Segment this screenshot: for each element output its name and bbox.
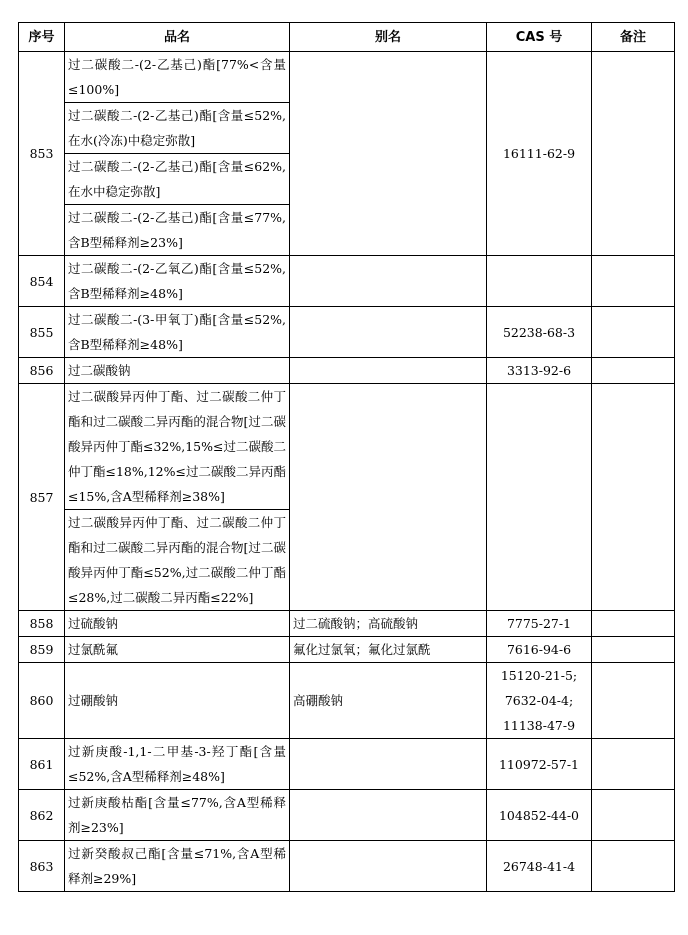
serial-number-cell: 857	[19, 384, 65, 611]
table-row	[19, 307, 675, 358]
remarks-cell	[592, 256, 675, 307]
serial-number-cell: 863	[19, 841, 65, 892]
product-name-cell: 过二碳酸钠	[65, 358, 290, 384]
table-row	[19, 384, 675, 510]
cas-number-cell: 104852-44-0	[487, 790, 592, 841]
cas-number-line: 11138-47-9	[502, 718, 576, 733]
serial-number-cell: 853	[19, 52, 65, 256]
product-name-cell: 过氯酰氟	[65, 637, 290, 663]
table-row	[19, 52, 675, 103]
alias-cell	[290, 841, 487, 892]
table-row	[19, 256, 675, 307]
serial-number-cell: 860	[19, 663, 65, 739]
remarks-cell	[592, 358, 675, 384]
alias-cell	[290, 384, 487, 611]
table-row	[19, 637, 675, 663]
product-name-cell: 过硫酸钠	[65, 611, 290, 637]
serial-number-cell: 858	[19, 611, 65, 637]
cas-number-line: 15120-21-5;	[500, 668, 578, 683]
remarks-cell	[592, 611, 675, 637]
remarks-cell	[592, 307, 675, 358]
product-name-cell: 过硼酸钠	[65, 663, 290, 739]
remarks-cell	[592, 637, 675, 663]
cas-number-cell: 52238-68-3	[487, 307, 592, 358]
product-name-cell: 过二碳酸二-(2-乙基己)酯[含量≤62%,在水中稳定弥散]	[65, 154, 290, 205]
alias-cell	[290, 790, 487, 841]
alias-cell	[290, 307, 487, 358]
cas-number-cell: 16111-62-9	[487, 52, 592, 256]
product-name-cell: 过二碳酸二-(2-乙基己)酯[含量≤52%,在水(冷冻)中稳定弥散]	[65, 103, 290, 154]
product-name-cell: 过二碳酸二-(2-乙基己)酯[77%<含量≤100%]	[65, 52, 290, 103]
document-page	[18, 22, 675, 892]
header-cas-number: CAS 号	[487, 23, 592, 52]
product-name-cell: 过新庚酸枯酯[含量≤77%,含A型稀释剂≥23%]	[65, 790, 290, 841]
cas-number-line: 7632-04-4;	[504, 693, 574, 708]
product-name-cell: 过二碳酸异丙仲丁酯、过二碳酸二仲丁酯和过二碳酸二异丙酯的混合物[过二碳酸异丙仲丁酯≤52%,过二碳酸二仲丁酯≤28%,过二碳酸二异丙酯≤22%]	[65, 510, 290, 611]
table-row	[19, 358, 675, 384]
remarks-cell	[592, 739, 675, 790]
remarks-cell	[592, 790, 675, 841]
product-name-cell: 过新庚酸-1,1-二甲基-3-羟丁酯[含量≤52%,含A型稀释剂≥48%]	[65, 739, 290, 790]
serial-number-cell: 862	[19, 790, 65, 841]
cas-number-cell: 26748-41-4	[487, 841, 592, 892]
alias-cell	[290, 739, 487, 790]
alias-cell	[290, 52, 487, 256]
product-name-cell: 过新癸酸叔己酯[含量≤71%,含A型稀释剂≥29%]	[65, 841, 290, 892]
product-name-cell: 过二碳酸二-(2-乙氧乙)酯[含量≤52%,含B型稀释剂≥48%]	[65, 256, 290, 307]
cas-number-cell: 7616-94-6	[487, 637, 592, 663]
remarks-cell	[592, 663, 675, 739]
cas-number-cell	[487, 384, 592, 611]
cas-number-cell	[487, 663, 592, 739]
remarks-cell	[592, 384, 675, 611]
cas-number-cell: 3313-92-6	[487, 358, 592, 384]
hazardous-chemicals-table	[18, 22, 675, 892]
header-alias: 别名	[290, 23, 487, 52]
alias-cell	[290, 256, 487, 307]
table-row	[19, 841, 675, 892]
alias-cell: 高硼酸钠	[290, 663, 487, 739]
remarks-cell	[592, 52, 675, 256]
alias-cell	[290, 358, 487, 384]
table-row	[19, 739, 675, 790]
table-row	[19, 611, 675, 637]
serial-number-cell: 855	[19, 307, 65, 358]
serial-number-cell: 856	[19, 358, 65, 384]
alias-cell: 过二硫酸钠；高硫酸钠	[290, 611, 487, 637]
cas-number-cell	[487, 256, 592, 307]
table-row	[19, 663, 675, 739]
cas-number-cell: 7775-27-1	[487, 611, 592, 637]
alias-cell: 氟化过氯氧；氟化过氯酰	[290, 637, 487, 663]
serial-number-cell: 859	[19, 637, 65, 663]
serial-number-cell: 861	[19, 739, 65, 790]
header-remarks: 备注	[592, 23, 675, 52]
product-name-cell: 过二碳酸二-(3-甲氧丁)酯[含量≤52%,含B型稀释剂≥48%]	[65, 307, 290, 358]
serial-number-cell: 854	[19, 256, 65, 307]
remarks-cell	[592, 841, 675, 892]
product-name-cell: 过二碳酸异丙仲丁酯、过二碳酸二仲丁酯和过二碳酸二异丙酯的混合物[过二碳酸异丙仲丁酯≤32%,15%≤过二碳酸二仲丁酯≤18%,12%≤过二碳酸二异丙酯≤15%,含A型稀释剂≥38%]	[65, 384, 290, 510]
header-product-name: 品名	[65, 23, 290, 52]
cas-number-cell: 110972-57-1	[487, 739, 592, 790]
product-name-cell: 过二碳酸二-(2-乙基己)酯[含量≤77%,含B型稀释剂≥23%]	[65, 205, 290, 256]
table-header-row	[19, 23, 675, 52]
table-row	[19, 790, 675, 841]
header-serial-number: 序号	[19, 23, 65, 52]
